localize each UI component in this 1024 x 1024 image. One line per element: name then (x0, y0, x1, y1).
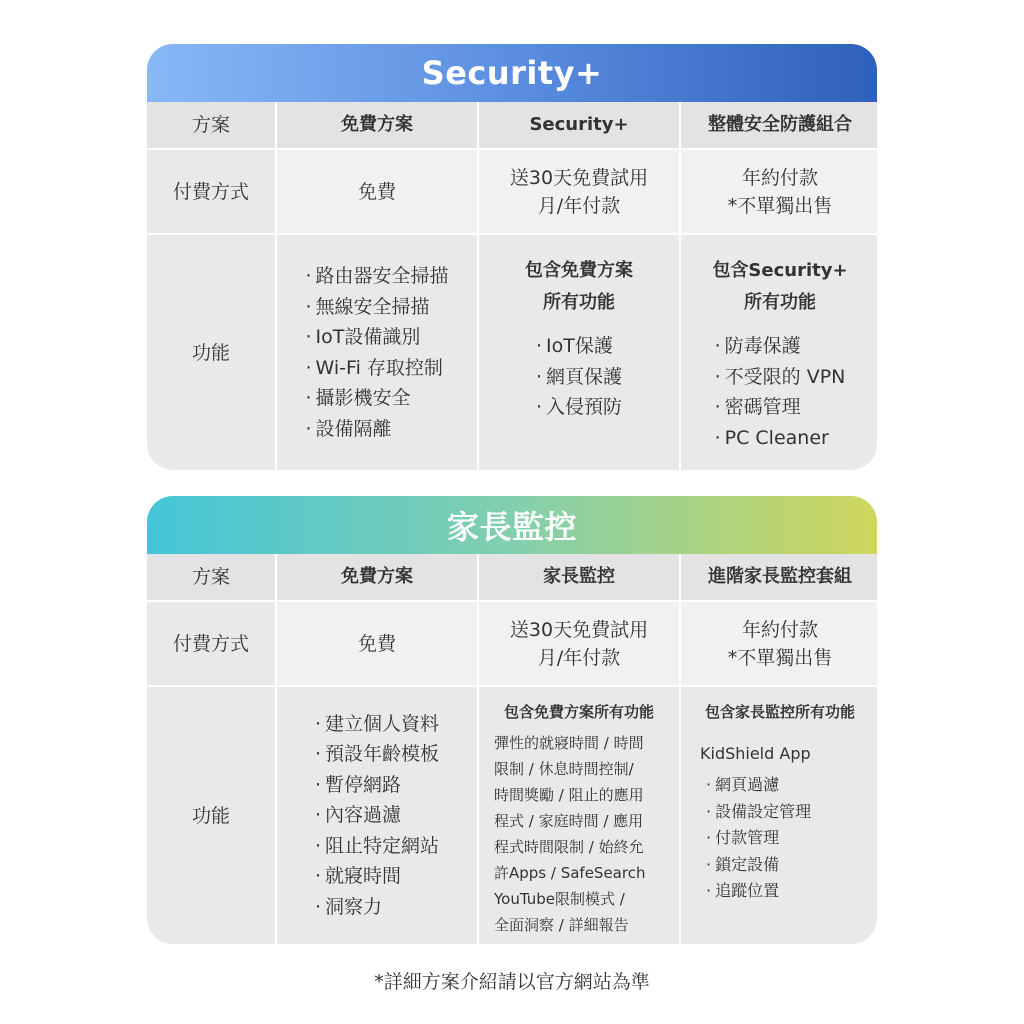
features-label: 功能 (147, 687, 275, 944)
security-title-banner: Security+ (147, 44, 877, 102)
paragraph-line: 限制 / 休息時間控制/ (494, 760, 634, 778)
payment-monthly-yearly: 月/年付款 (537, 646, 621, 669)
payment-not-sold-separately: *不單獨出售 (727, 194, 833, 217)
footnote: *詳細方案介紹請以官方網站為準 (374, 971, 650, 993)
list-item: · 無線安全掃描 (305, 292, 448, 323)
list-item: · 內容過濾 (315, 800, 439, 831)
features-security-list (536, 331, 622, 423)
list-item: · 網頁保護 (536, 362, 622, 393)
features-bundle-list (715, 331, 846, 453)
plan-label: 方案 (147, 554, 275, 600)
features-parental (479, 687, 679, 944)
paragraph-line: 程式 / 家庭時間 / 應用 (494, 812, 644, 830)
list-item: · Wi-Fi 存取控制 (305, 353, 448, 384)
includes-free-line2: 所有功能 (543, 292, 615, 313)
list-item: · 入侵預防 (536, 392, 622, 423)
plan-label: 方案 (147, 102, 275, 148)
payment-free: 免費 (277, 602, 477, 685)
paragraph-line: 程式時間限制 / 始終允 (494, 838, 644, 856)
list-item: · 鎖定設備 (706, 852, 860, 879)
list-item: · 阻止特定網站 (315, 831, 439, 862)
list-item: · PC Cleaner (715, 423, 846, 454)
parental-plan-table (147, 496, 877, 944)
list-item: · IoT設備識別 (305, 322, 448, 353)
security-plan-table (147, 44, 877, 470)
paragraph-line: 全面洞察 / 詳細報告 (494, 916, 629, 934)
payment-free: 免費 (277, 150, 477, 233)
list-item: · 就寢時間 (315, 861, 439, 892)
paragraph-line: 彈性的就寢時間 / 時間 (494, 734, 644, 752)
list-item: · 設備設定管理 (706, 799, 860, 826)
features-advanced (681, 687, 877, 944)
features-free (277, 235, 477, 470)
features-free (277, 687, 477, 944)
kidshield-app-label: KidShield App (700, 744, 811, 763)
payment-trial: 送30天免費試用 (509, 166, 649, 189)
list-item: · 建立個人資料 (315, 709, 439, 740)
payment-annual: 年約付款 (741, 166, 818, 189)
list-item: · 付款管理 (706, 825, 860, 852)
plan-free-header: 免費方案 (277, 554, 477, 600)
paragraph-line: 時間獎勵 / 阻止的應用 (494, 786, 644, 804)
plan-parental-header: 家長監控 (479, 554, 679, 600)
includes-security-line2: 所有功能 (744, 292, 816, 313)
parental-title-banner: 家長監控 (147, 496, 877, 554)
payment-parental (479, 602, 679, 685)
payment-bundle (681, 150, 877, 233)
payment-not-sold-separately: *不單獨出售 (727, 646, 833, 669)
payment-advanced (681, 602, 877, 685)
payment-label: 付費方式 (147, 150, 275, 233)
payment-monthly-yearly: 月/年付款 (537, 194, 621, 217)
list-item: · 追蹤位置 (706, 878, 860, 905)
plan-free-header: 免費方案 (277, 102, 477, 148)
list-item: · 預設年齡模板 (315, 739, 439, 770)
list-item: · 洞察力 (315, 892, 439, 923)
features-security (479, 235, 679, 470)
includes-free-all: 包含免費方案所有功能 (503, 703, 654, 721)
payment-security (479, 150, 679, 233)
list-item: · 路由器安全掃描 (305, 261, 448, 292)
includes-free-line1: 包含免費方案 (525, 260, 633, 281)
list-item: · 暫停網路 (315, 770, 439, 801)
plan-advanced-header: 進階家長監控套組 (681, 554, 877, 600)
plan-security-header: Security+ (479, 102, 679, 148)
payment-label: 付費方式 (147, 602, 275, 685)
features-bundle (681, 235, 877, 470)
payment-trial: 送30天免費試用 (509, 618, 649, 641)
paragraph-line: YouTube限制模式 / (494, 890, 625, 908)
features-free-list (305, 261, 448, 444)
list-item: · 網頁過濾 (706, 772, 860, 799)
paragraph-line: 許Apps / SafeSearch (494, 864, 646, 882)
includes-security-line1: 包含Security+ (712, 260, 848, 281)
features-advanced-list (706, 772, 860, 905)
features-free-list (315, 709, 439, 923)
includes-parental-all: 包含家長監控所有功能 (704, 703, 855, 721)
list-item: · IoT保護 (536, 331, 622, 362)
plan-bundle-header: 整體安全防護組合 (681, 102, 877, 148)
parental-feature-paragraph (494, 730, 664, 938)
features-label: 功能 (147, 235, 275, 470)
list-item: · 設備隔離 (305, 414, 448, 445)
payment-annual: 年約付款 (741, 618, 818, 641)
list-item: · 密碼管理 (715, 392, 846, 423)
list-item: · 防毒保護 (715, 331, 846, 362)
list-item: · 不受限的 VPN (715, 362, 846, 393)
list-item: · 攝影機安全 (305, 383, 448, 414)
